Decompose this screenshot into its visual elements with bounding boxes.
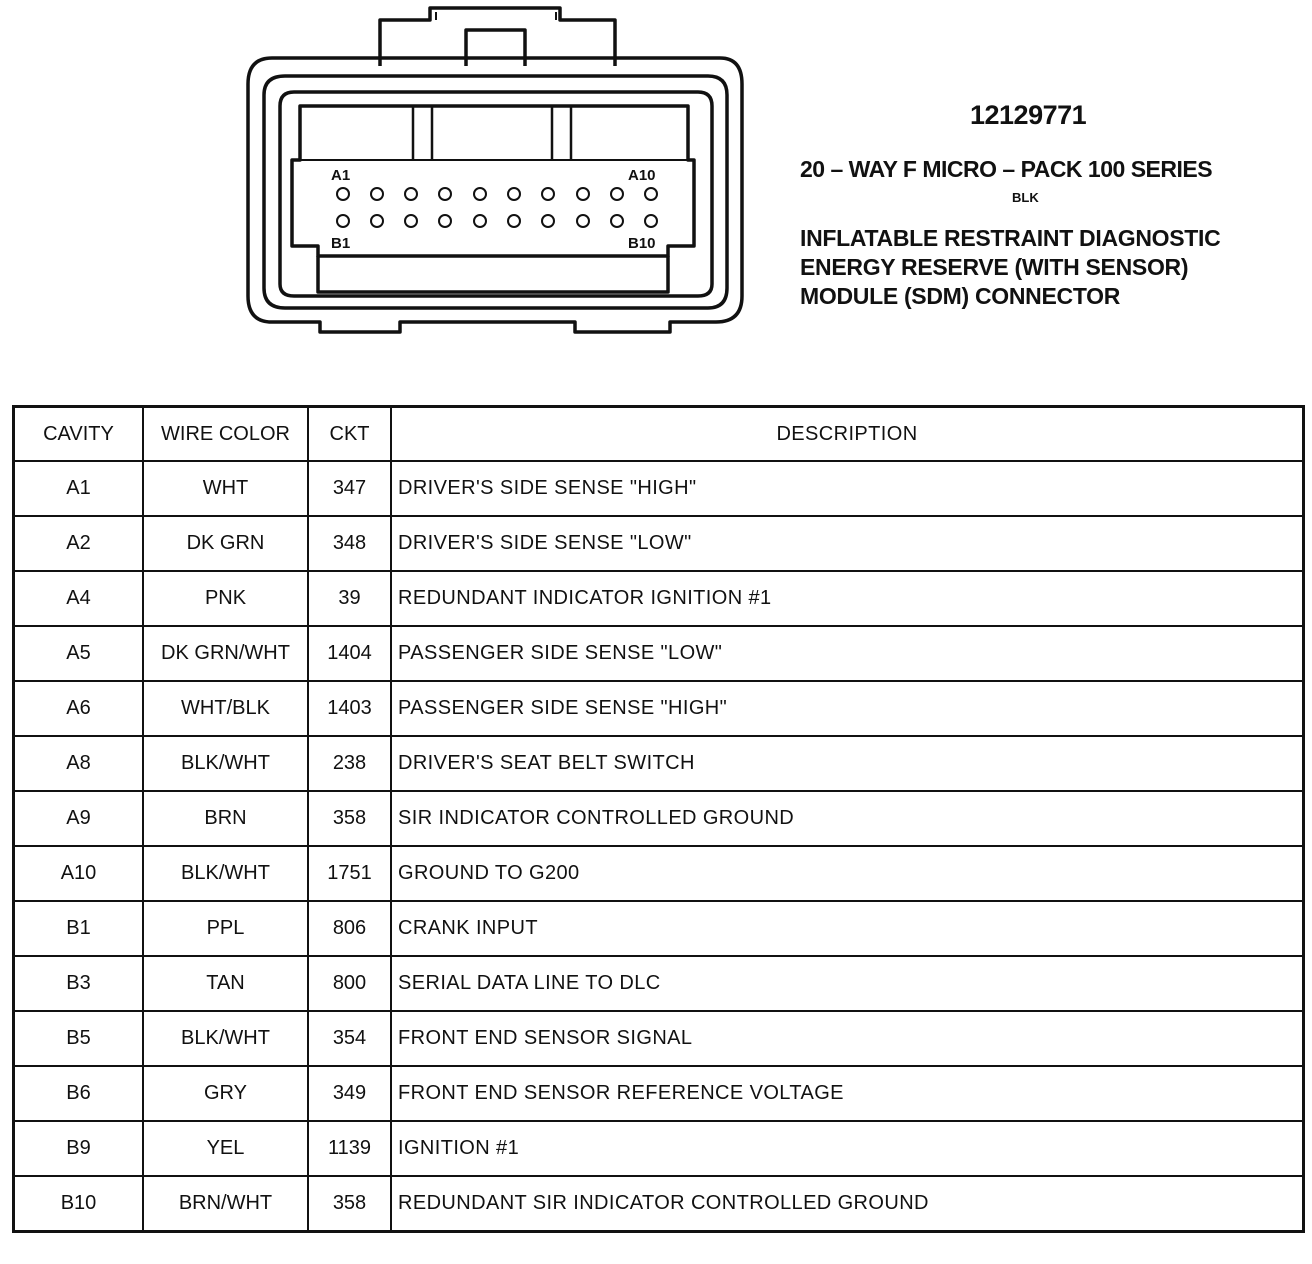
pin-row-b	[337, 215, 657, 227]
table-row	[14, 1066, 1304, 1121]
cell-description: DRIVER'S SEAT BELT SWITCH	[391, 736, 1304, 791]
cell-ckt: 238	[308, 736, 391, 791]
table-row	[14, 901, 1304, 956]
cell-cavity: A4	[14, 571, 144, 626]
header-wire-color: WIRE COLOR	[143, 407, 308, 462]
cell-wire-color: YEL	[143, 1121, 308, 1176]
table-row	[14, 736, 1304, 791]
table-header-row	[14, 407, 1304, 462]
header-cavity: CAVITY	[14, 407, 144, 462]
connector-part-number: 12129771	[970, 100, 1087, 130]
cell-description: IGNITION #1	[391, 1121, 1304, 1176]
cell-wire-color: BLK/WHT	[143, 1011, 308, 1066]
cell-cavity: B3	[14, 956, 144, 1011]
cell-wire-color: DK GRN/WHT	[143, 626, 308, 681]
connector-type: 20 – WAY F MICRO – PACK 100 SERIES	[800, 156, 1213, 182]
cell-cavity: B1	[14, 901, 144, 956]
cell-description: FRONT END SENSOR REFERENCE VOLTAGE	[391, 1066, 1304, 1121]
pin-hole	[508, 188, 520, 200]
pin-hole	[405, 215, 417, 227]
connector-description	[800, 224, 1220, 311]
cell-ckt: 358	[308, 1176, 391, 1232]
pin-hole	[337, 188, 349, 200]
pin-hole	[439, 215, 451, 227]
pin-label-a10: A10	[628, 167, 656, 184]
pin-label-b10: B10	[628, 235, 656, 252]
cell-description: PASSENGER SIDE SENSE "LOW"	[391, 626, 1304, 681]
cell-cavity: B5	[14, 1011, 144, 1066]
connector-description-line: INFLATABLE RESTRAINT DIAGNOSTIC	[800, 225, 1221, 251]
pin-hole	[645, 188, 657, 200]
cell-cavity: A2	[14, 516, 144, 571]
connector-latch-inner	[466, 30, 525, 66]
pinout-table	[12, 405, 1305, 1233]
pin-hole	[611, 188, 623, 200]
cell-ckt: 348	[308, 516, 391, 571]
pin-hole	[542, 215, 554, 227]
connector-bottom-slot	[318, 256, 668, 292]
cell-ckt: 1404	[308, 626, 391, 681]
cell-cavity: B9	[14, 1121, 144, 1176]
pin-hole	[577, 188, 589, 200]
cell-cavity: A8	[14, 736, 144, 791]
cell-ckt: 349	[308, 1066, 391, 1121]
cell-wire-color: BRN/WHT	[143, 1176, 308, 1232]
pin-hole	[645, 215, 657, 227]
connector-color: BLK	[1012, 190, 1039, 205]
cell-ckt: 800	[308, 956, 391, 1011]
pin-label-b1: B1	[331, 235, 351, 252]
cell-wire-color: WHT/BLK	[143, 681, 308, 736]
table-row	[14, 681, 1304, 736]
cell-ckt: 354	[308, 1011, 391, 1066]
pin-hole	[542, 188, 554, 200]
table-row	[14, 1011, 1304, 1066]
cell-cavity: A5	[14, 626, 144, 681]
table-row	[14, 1121, 1304, 1176]
cell-ckt: 1139	[308, 1121, 391, 1176]
cell-wire-color: PNK	[143, 571, 308, 626]
cell-description: DRIVER'S SIDE SENSE "HIGH"	[391, 461, 1304, 516]
table-row	[14, 1176, 1304, 1232]
pin-hole	[474, 188, 486, 200]
table-row	[14, 571, 1304, 626]
cell-ckt: 1403	[308, 681, 391, 736]
cell-cavity: A1	[14, 461, 144, 516]
pin-hole	[508, 215, 520, 227]
pin-row-a	[337, 188, 657, 200]
cell-ckt: 1751	[308, 846, 391, 901]
cell-description: CRANK INPUT	[391, 901, 1304, 956]
pin-hole	[439, 188, 451, 200]
cell-cavity: A6	[14, 681, 144, 736]
cell-cavity: A10	[14, 846, 144, 901]
cell-wire-color: TAN	[143, 956, 308, 1011]
cell-cavity: B6	[14, 1066, 144, 1121]
pin-label-a1: A1	[331, 167, 351, 184]
pin-hole	[577, 215, 589, 227]
table-row	[14, 626, 1304, 681]
table-row	[14, 461, 1304, 516]
cell-wire-color: DK GRN	[143, 516, 308, 571]
cell-wire-color: WHT	[143, 461, 308, 516]
table-row	[14, 516, 1304, 571]
table-row	[14, 846, 1304, 901]
header-ckt: CKT	[308, 407, 391, 462]
connector-description-line: MODULE (SDM) CONNECTOR	[800, 283, 1121, 309]
cell-wire-color: BLK/WHT	[143, 736, 308, 791]
pin-hole	[611, 215, 623, 227]
cell-wire-color: BRN	[143, 791, 308, 846]
cell-description: DRIVER'S SIDE SENSE "LOW"	[391, 516, 1304, 571]
cell-cavity: B10	[14, 1176, 144, 1232]
cell-cavity: A9	[14, 791, 144, 846]
pinout-table-body	[14, 461, 1304, 1232]
cell-description: FRONT END SENSOR SIGNAL	[391, 1011, 1304, 1066]
pin-hole	[405, 188, 417, 200]
table-row	[14, 791, 1304, 846]
header-description: DESCRIPTION	[391, 407, 1304, 462]
cell-description: REDUNDANT INDICATOR IGNITION #1	[391, 571, 1304, 626]
cell-description: GROUND TO G200	[391, 846, 1304, 901]
connector-face-diagram	[238, 4, 758, 344]
pin-hole	[337, 215, 349, 227]
cell-wire-color: GRY	[143, 1066, 308, 1121]
cell-description: PASSENGER SIDE SENSE "HIGH"	[391, 681, 1304, 736]
connector-description-line: ENERGY RESERVE (WITH SENSOR)	[800, 254, 1189, 280]
cell-description: SIR INDICATOR CONTROLLED GROUND	[391, 791, 1304, 846]
cell-wire-color: BLK/WHT	[143, 846, 308, 901]
pin-hole	[474, 215, 486, 227]
pin-hole	[371, 215, 383, 227]
cell-description: REDUNDANT SIR INDICATOR CONTROLLED GROUND	[391, 1176, 1304, 1232]
pin-hole	[371, 188, 383, 200]
cell-ckt: 39	[308, 571, 391, 626]
cell-description: SERIAL DATA LINE TO DLC	[391, 956, 1304, 1011]
cell-ckt: 347	[308, 461, 391, 516]
cell-ckt: 806	[308, 901, 391, 956]
cell-wire-color: PPL	[143, 901, 308, 956]
table-row	[14, 956, 1304, 1011]
cell-ckt: 358	[308, 791, 391, 846]
